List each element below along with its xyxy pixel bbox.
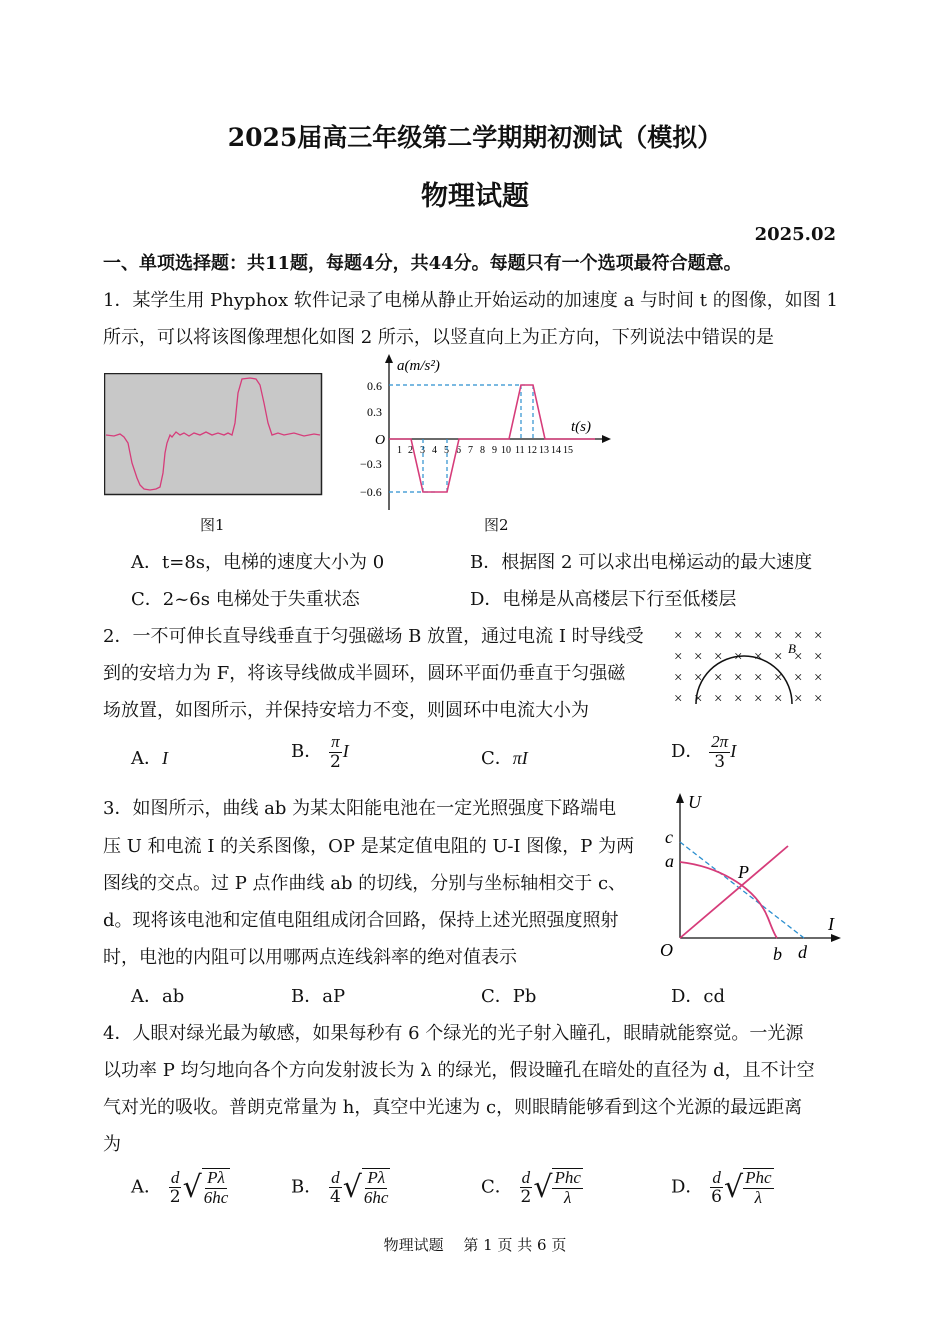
field-cross-mark: × <box>694 649 703 665</box>
q3-origin-label: O <box>660 940 673 960</box>
field-cross-mark: × <box>754 670 763 686</box>
q3-text-line2: 压 U 和电流 I 的关系图像，OP 是某定值电阻的 U-I 图像，P 为两 <box>103 836 635 857</box>
q4-option-d[interactable]: D． $\frac{d}{6}$ √ $\frac{\text{Phc}}{\lambda}$ <box>671 1167 772 1208</box>
q1-y-axis-label: a(m/s²) <box>397 358 440 374</box>
q3-x-axis-label: I <box>828 914 834 934</box>
q1-figure1-caption: 图1 <box>200 516 225 534</box>
field-cross-mark: × <box>814 628 823 644</box>
q2-option-b[interactable]: B． $\frac{\pi}{2}$ I <box>291 732 349 772</box>
q1-y-tick: −0.3 <box>360 457 382 471</box>
q1-option-d[interactable]: D．电梯是从高楼层下行至低楼层 <box>470 589 737 610</box>
field-cross-mark: × <box>714 628 723 644</box>
q4-option-a[interactable]: A． $\frac{d}{2}$ √ $\frac{P\lambda}{6hc}$ <box>131 1167 229 1208</box>
field-cross-mark: × <box>754 628 763 644</box>
field-cross-mark: × <box>774 628 783 644</box>
q1-y-tick: 0.6 <box>367 379 382 393</box>
field-cross-mark: × <box>794 670 803 686</box>
q3-point-c: c <box>665 827 673 847</box>
q1-y-tick: 0.3 <box>367 405 382 419</box>
q1-x-tick: 3 <box>420 445 425 456</box>
q1-origin-label: O <box>375 433 386 448</box>
q2-option-d[interactable]: D． $\frac{2\pi}{3}$ I <box>671 732 737 772</box>
q3-point-p: P <box>738 862 749 882</box>
field-cross-mark: × <box>694 670 703 686</box>
q1-x-tick: 6 <box>456 445 461 456</box>
field-cross-mark: × <box>794 628 803 644</box>
page-title: 2025届高三年级第二学期期初测试（模拟） <box>227 123 723 152</box>
q3-option-a[interactable]: A．ab <box>131 986 185 1007</box>
q1-x-tick: 11 <box>515 445 525 456</box>
field-cross-mark: × <box>754 691 763 707</box>
page-footer: 物理试题 第 1 页 共 6 页 <box>383 1236 567 1254</box>
q1-x-tick: 1 <box>397 445 402 456</box>
q1-x-tick: 10 <box>501 445 511 456</box>
q4-text-line3: 气对光的吸收。普朗克常量为 h，真空中光速为 c，则眼睛能够看到这个光源的最远距离 <box>103 1097 803 1118</box>
field-cross-mark: × <box>714 691 723 707</box>
q3-text-line4: d。现将该电池和定值电阻组成闭合回路，保持上述光照强度照射 <box>103 910 619 931</box>
q2-field-label: B <box>788 641 796 656</box>
field-cross-mark: × <box>734 628 743 644</box>
q4-text-line1: 4．人眼对绿光最为敏感，如果每秒有 6 个绿光的光子射入瞳孔，眼睛就能察觉。一光源 <box>103 1023 804 1044</box>
q3-text-line5: 时，电池的内阻可以用哪两点连线斜率的绝对值表示 <box>103 947 517 968</box>
q3-text-line1: 3．如图所示，曲线 ab 为某太阳能电池在一定光照强度下路端电 <box>103 798 617 819</box>
q1-x-tick: 2 <box>408 445 413 456</box>
q1-option-a[interactable]: A．t=8s，电梯的速度大小为 0 <box>131 552 385 573</box>
field-cross-mark: × <box>674 670 683 686</box>
q1-x-tick: 5 <box>444 445 449 456</box>
exam-date: 2025.02 <box>754 224 836 245</box>
field-cross-mark: × <box>794 691 803 707</box>
q1-option-c[interactable]: C．2~6s 电梯处于失重状态 <box>131 589 360 610</box>
field-cross-mark: × <box>814 649 823 665</box>
field-cross-mark: × <box>694 628 703 644</box>
q4-text-line4: 为 <box>103 1134 121 1155</box>
q1-x-tick: 13 <box>539 445 549 456</box>
q1-x-tick: 14 <box>551 445 561 456</box>
q1-x-tick: 4 <box>432 445 437 456</box>
q2-text-line3: 场放置，如图所示，并保持安培力不变，则圆环中电流大小为 <box>103 700 589 721</box>
field-cross-mark: × <box>734 691 743 707</box>
q2-option-c[interactable]: C．πI <box>481 748 528 769</box>
q1-x-tick: 15 <box>563 445 573 456</box>
q3-y-axis-label: U <box>688 792 701 812</box>
q2-text-line2: 到的安培力为 F，将该导线做成半圆环，圆环平面仍垂直于匀强磁 <box>103 663 626 684</box>
q2-option-a[interactable]: A．I <box>131 748 168 769</box>
q1-x-tick: 9 <box>492 445 497 456</box>
field-cross-mark: × <box>734 670 743 686</box>
q1-text-line2: 所示，可以将该图像理想化如图 2 所示，以竖直向上为正方向，下列说法中错误的是 <box>103 327 774 348</box>
q3-point-d: d <box>798 942 807 962</box>
field-cross-mark: × <box>674 649 683 665</box>
page-subtitle: 物理试题 <box>421 181 529 212</box>
q3-point-b: b <box>773 944 782 964</box>
q2-magnetic-field-figure <box>668 624 840 712</box>
field-cross-mark: × <box>774 670 783 686</box>
field-cross-mark: × <box>754 649 763 665</box>
field-cross-mark: × <box>814 670 823 686</box>
q3-option-d[interactable]: D．cd <box>671 986 726 1007</box>
field-cross-mark: × <box>694 691 703 707</box>
q1-x-tick: 7 <box>468 445 473 456</box>
q1-x-tick: 8 <box>480 445 485 456</box>
q1-figure2-graph <box>355 350 615 515</box>
field-cross-mark: × <box>714 670 723 686</box>
q1-figure2-caption: 图2 <box>484 516 509 534</box>
q4-option-c[interactable]: C． $\frac{d}{2}$ √ $\frac{\text{Phc}}{\lambda}$ <box>481 1167 581 1208</box>
q4-text-line2: 以功率 P 均匀地向各个方向发射波长为 λ 的绿光，假设瞳孔在暗处的直径为 d，且不计空 <box>103 1060 815 1081</box>
field-cross-mark: × <box>794 649 803 665</box>
q3-ui-graph <box>660 790 845 970</box>
field-cross-mark: × <box>734 649 743 665</box>
field-cross-mark: × <box>674 628 683 644</box>
q2-text-line1: 2．一不可伸长直导线垂直于匀强磁场 B 放置，通过电流 I 时导线受 <box>103 626 644 647</box>
q3-point-a: a <box>665 851 674 871</box>
field-cross-mark: × <box>774 691 783 707</box>
q1-figure1-recording <box>104 373 324 497</box>
field-cross-mark: × <box>714 649 723 665</box>
q1-text-line1: 1．某学生用 Phyphox 软件记录了电梯从静止开始运动的加速度 a 与时间 t 的图像，如图 1 <box>103 290 838 311</box>
q4-option-b[interactable]: B． $\frac{d}{4}$ √ $\frac{P\lambda}{6hc}$ <box>291 1167 389 1208</box>
q3-option-b[interactable]: B．aP <box>291 986 346 1007</box>
q1-y-tick: −0.6 <box>360 485 382 499</box>
q1-x-axis-label: t(s) <box>571 419 591 435</box>
q1-option-b[interactable]: B．根据图 2 可以求出电梯运动的最大速度 <box>470 552 813 573</box>
q3-option-c[interactable]: C．Pb <box>481 986 537 1007</box>
section-heading: 一、单项选择题：共11题，每题4分，共44分。每题只有一个选项最符合题意。 <box>103 253 742 274</box>
field-cross-mark: × <box>674 691 683 707</box>
field-cross-mark: × <box>814 691 823 707</box>
field-cross-mark: × <box>774 649 783 665</box>
q3-text-line3: 图线的交点。过 P 点作曲线 ab 的切线，分别与坐标轴相交于 c、 <box>103 873 627 894</box>
q1-x-tick: 12 <box>527 445 537 456</box>
